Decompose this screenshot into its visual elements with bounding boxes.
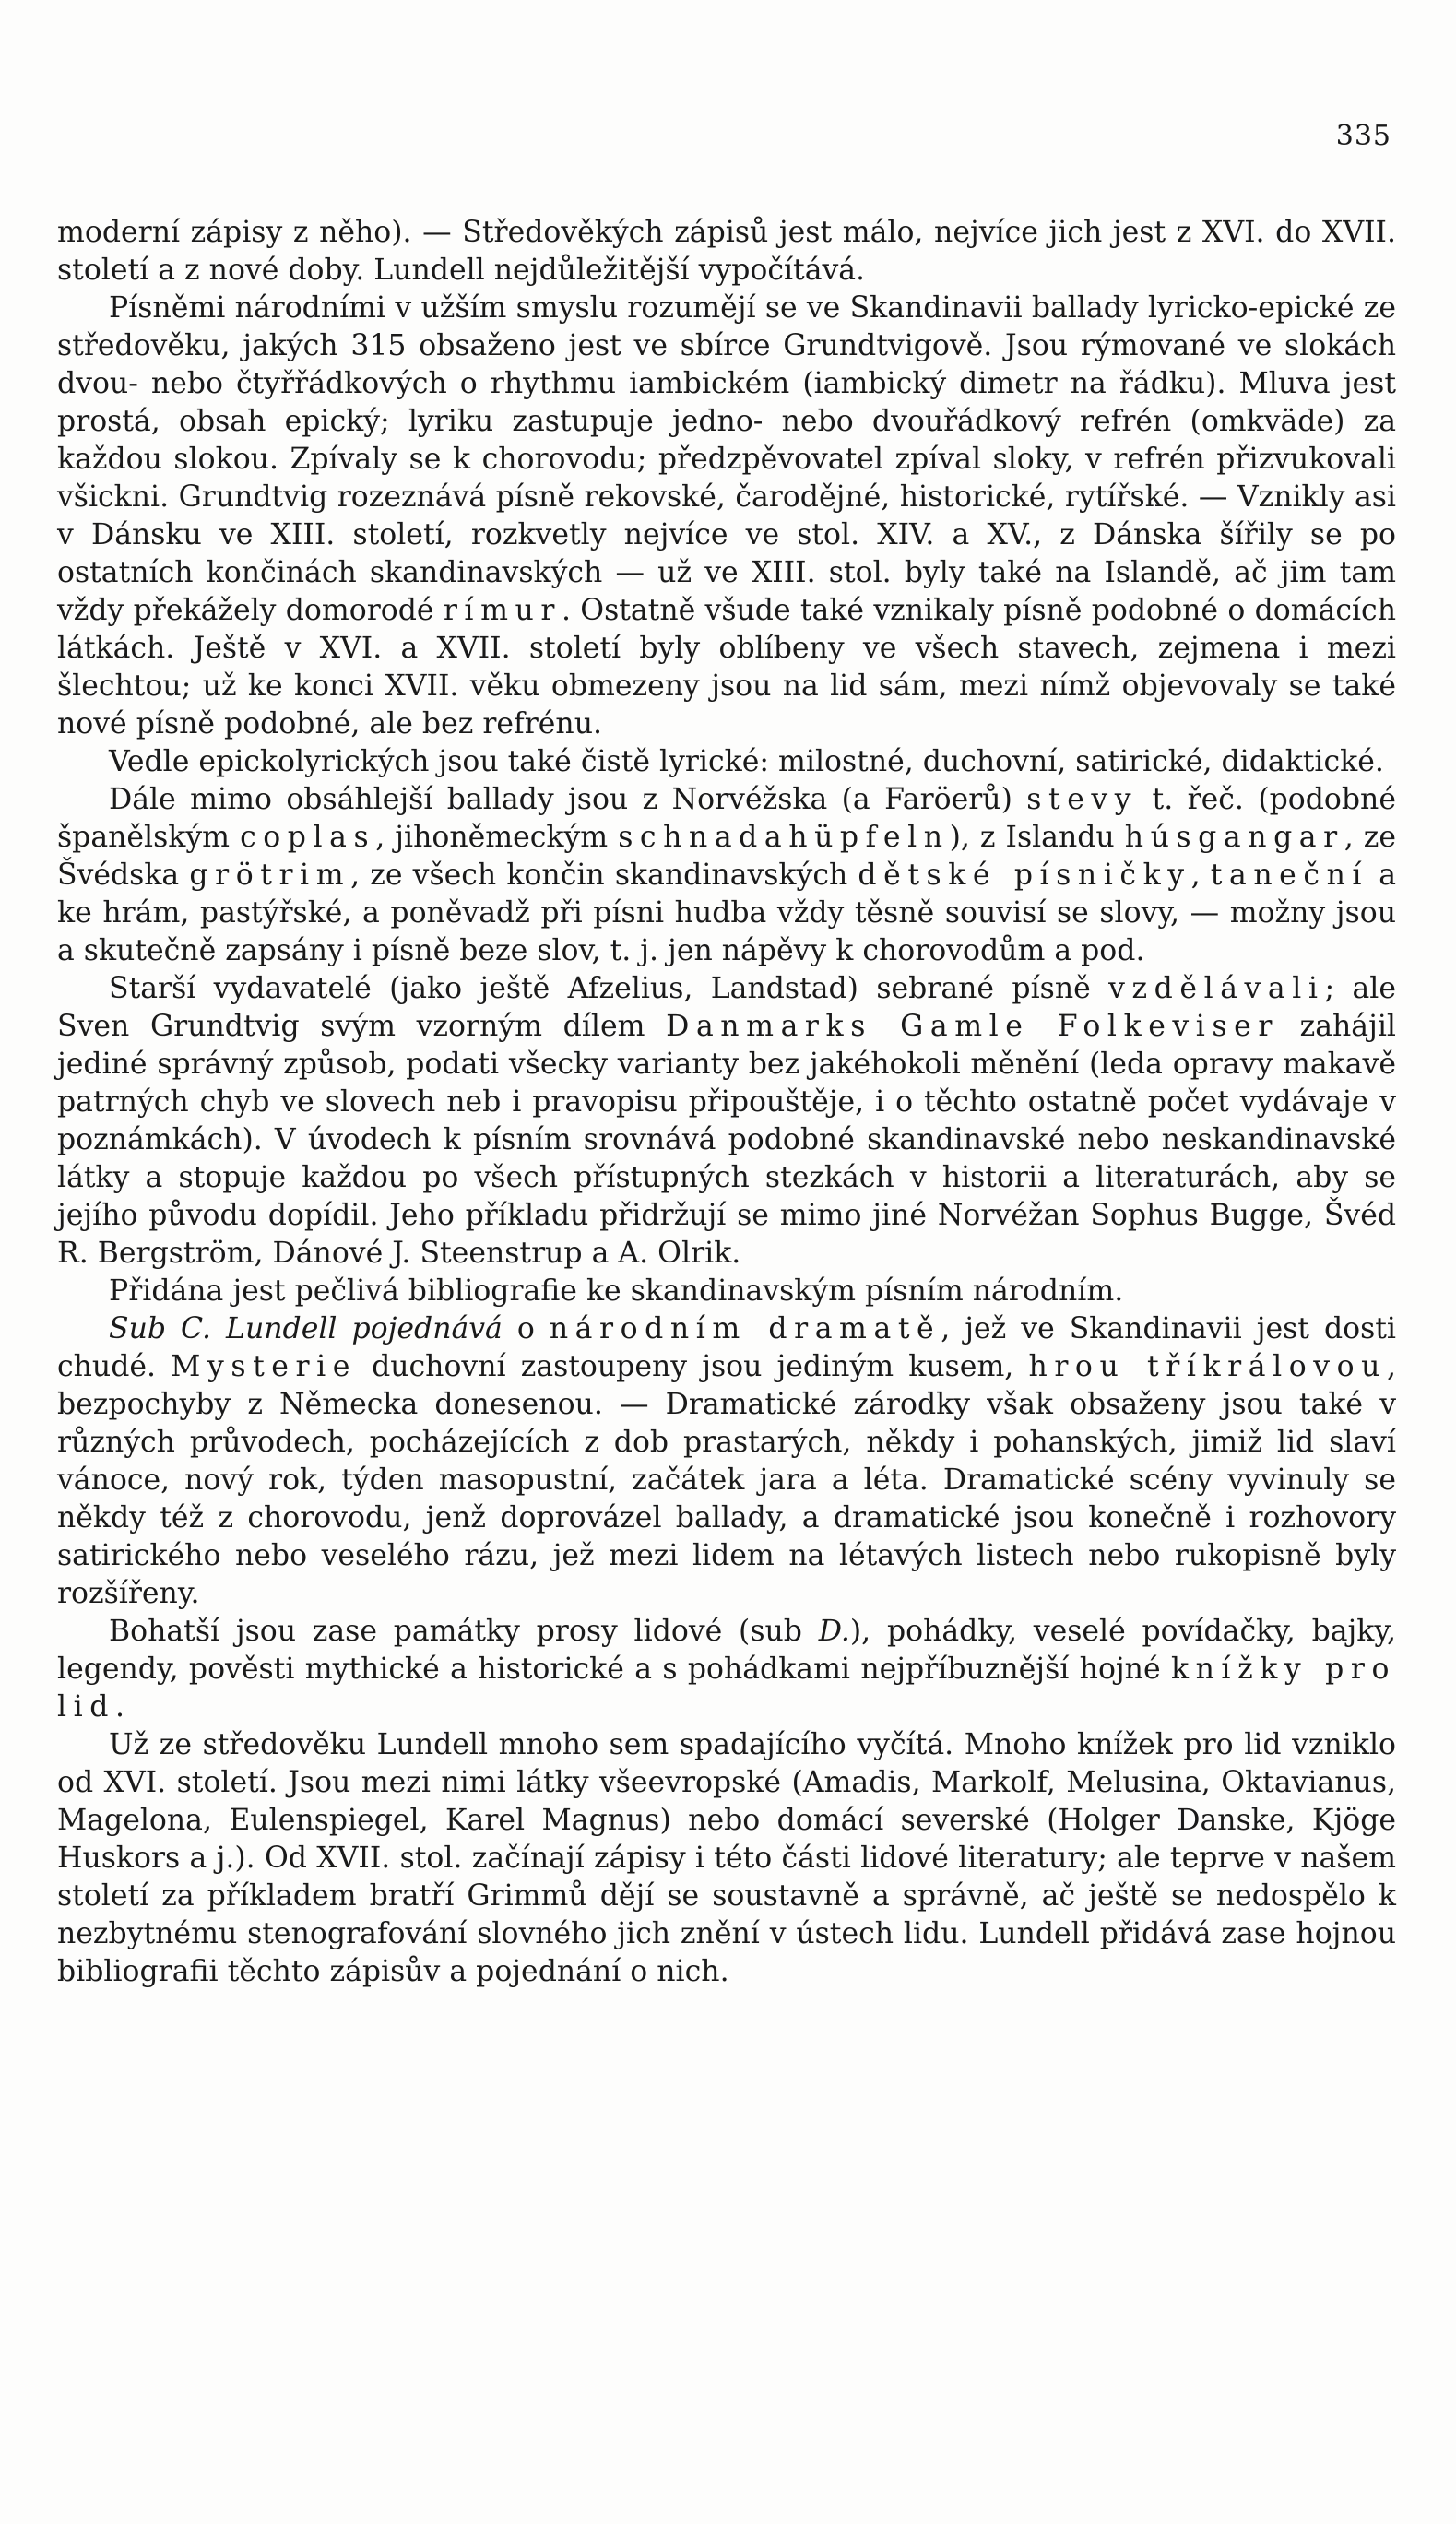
spaced-emphasis: taneční bbox=[1210, 859, 1369, 892]
spaced-emphasis: knížky pro lid bbox=[57, 1653, 1396, 1724]
paragraph bbox=[57, 781, 1396, 970]
text-run: t. řeč. (podobné španělským bbox=[57, 783, 1396, 854]
spaced-emphasis: stevy bbox=[1026, 783, 1139, 816]
paragraph bbox=[57, 290, 1396, 743]
text-run: , bezpochyby z Německa donesenou. — Dramatické zárodky však obsaženy jsou také v různých průvodech, pocházejících z dob prastarých, někdy i pohanských, jimiž lid slaví vánoce, nový rok, týden masopustní, začátek jara a léta. Dramatické scény vyvinuly se někdy též z chorovodu, jenž doprovázel ballady, a dramatické jsou konečně i rozhovory satirického nebo veselého rázu, jež mezi lidem na létavých listech nebo rukopisně byly rozšířeny. bbox=[57, 1350, 1396, 1610]
text-run: , jihoněmeckým bbox=[375, 821, 619, 854]
text-run: , ze všech končin skandinavských bbox=[350, 859, 858, 892]
page-number: 335 bbox=[1335, 120, 1391, 152]
paragraph bbox=[57, 1726, 1396, 1991]
text-run: a ke hrám, pastýřské, a poněvadž při písni hudba vždy těsně souvisí se slovy, — možny jsou a skutečně zapsány i písně beze slov, t. j. jen nápěvy k chorovodům a pod. bbox=[57, 859, 1396, 967]
text-run: ), z Islandu bbox=[949, 821, 1125, 854]
spaced-emphasis: vzdělávali bbox=[1108, 972, 1325, 1005]
paragraph bbox=[57, 1310, 1396, 1613]
spaced-emphasis: národním dramatě bbox=[549, 1312, 941, 1345]
text-run: Starší vydavatelé (jako ještě Afzelius, Landstad) sebrané písně bbox=[109, 972, 1109, 1005]
text-run: . bbox=[115, 1690, 125, 1724]
paragraph bbox=[57, 1273, 1396, 1310]
text-run: Bohatší jsou zase památky prosy lidové (sub bbox=[109, 1615, 819, 1648]
paragraph bbox=[57, 743, 1396, 781]
body-text bbox=[57, 214, 1396, 1991]
text-run: moderní zápisy z něho). — Středověkých zápisů jest málo, nejvíce jich jest z XVI. do XVII. století a z nové doby. Lundell nejdůležitější vypočítává. bbox=[57, 216, 1396, 287]
text-run: , jež ve Skandinavii jest dosti chudé. bbox=[57, 1312, 1396, 1383]
spaced-emphasis: Mysterie bbox=[171, 1350, 357, 1383]
italic-text: D. bbox=[818, 1615, 850, 1648]
spaced-emphasis: hrou tříkrálovou bbox=[1028, 1350, 1387, 1383]
text-run: zahájil jediné správný způsob, podati všecky varianty bez jakéhokoli měnění (leda opravy makavě patrných chyb ve slovech neb i pravopisu připouštěje, i o těchto ostatně počet vydávaje v poznámkách). V úvodech k písním srovnává podobné skandinavské nebo neskandinavské látky a stopuje každou po všech přístupných stezkách v historii a literaturách, aby se jejího původu dopídil. Jeho příkladu přidržují se mimo jiné Norvéžan Sophus Bugge, Švéd R. Bergström, Dánové J. Steenstrup a A. Olrik. bbox=[57, 1010, 1397, 1270]
spaced-emphasis: rímur bbox=[443, 594, 562, 627]
spaced-emphasis: grötrim bbox=[189, 859, 351, 892]
italic-text: Sub C. Lundell pojednává bbox=[109, 1312, 503, 1345]
spaced-emphasis: Danmarks Gamle Folkeviser bbox=[666, 1010, 1279, 1043]
text-run: o bbox=[502, 1312, 550, 1345]
text-run: Přidána jest pečlivá bibliografie ke skandinavským písním národním. bbox=[109, 1274, 1124, 1308]
text-run: ), pohádky, veselé povídačky, bajky, legendy, pověsti mythické a historické a s pohádkami nejpříbuznější hojné bbox=[57, 1615, 1396, 1686]
text-run: duchovní zastoupeny jsou jediným kusem, bbox=[356, 1350, 1029, 1383]
spaced-emphasis: húsgangar bbox=[1124, 821, 1344, 854]
text-run: Vedle epickolyrických jsou také čistě lyrické: milostné, duchovní, satirické, didaktické. bbox=[109, 745, 1384, 778]
text-run: Písněmi národními v užším smyslu rozumějí se ve Skandinavii ballady lyricko-epické ze středověku, jakých 315 obsaženo jest ve sbírce Grundtvigově. Jsou rýmované ve slokách dvou- nebo čtyřřádkových o rhythmu iambickém (iambický dimetr na řádku). Mluva jest prostá, obsah epický; lyriku zastupuje jedno- nebo dvouřádkový refrén (omkväde) za každou slokou. Zpívaly se k chorovodu; předzpěvovatel zpíval sloky, v refrén přizvukovali všickni. Grundtvig rozeznává písně rekovské, čarodějné, historické, rytířské. — Vznikly asi v Dánsku ve XIII. století, rozkvetly nejvíce ve stol. XIV. a XV., z Dánska šířily se po ostatních končinách skandinavských — už ve XIII. stol. byly také na Islandě, ač jim tam vždy překážely domorodé bbox=[57, 291, 1396, 627]
text-run: , ze Švédska bbox=[57, 821, 1397, 892]
spaced-emphasis: schnadahüpfeln bbox=[618, 821, 950, 854]
text-run: Už ze středověku Lundell mnoho sem spadajícího vyčítá. Mnoho knížek pro lid vzniklo od XVI. století. Jsou mezi nimi látky všeevropské (Amadis, Markolf, Melusina, Oktavianus, Magelona, Eulenspiegel, Karel Magnus) nebo domácí severské (Holger Danske, Kjöge Huskors a j.). Od XVII. stol. začínají zápisy i této části lidové literatury; ale teprve v našem století za příkladem bratří Grimmů dějí se soustavně a správně, ač ještě se nedospělo k nezbytnému stenografování slovného jich znění v ústech lidu. Lundell přidává zase hojnou bibliografii těchto zápisův a pojednání o nich. bbox=[57, 1728, 1396, 1988]
spaced-emphasis: dětské písničky bbox=[858, 859, 1191, 892]
text-run: Dále mimo obsáhlejší ballady jsou z Norvéžska (a Faröerů) bbox=[109, 783, 1027, 816]
paragraph bbox=[57, 1613, 1396, 1726]
paragraph bbox=[57, 214, 1396, 290]
text-run: . Ostatně všude také vznikaly písně podobné o domácích látkách. Ještě v XVI. a XVII. století byly oblíbeny ve všech stavech, zejmena i mezi šlechtou; už ke konci XVII. věku obmezeny jsou na lid sám, mezi nímž objevovaly se také nové písně podobné, ale bez refrénu. bbox=[57, 594, 1396, 741]
paragraph bbox=[57, 970, 1396, 1273]
text-run: , bbox=[1190, 859, 1211, 892]
text-run: ; ale Sven Grundtvig svým vzorným dílem bbox=[57, 972, 1397, 1043]
spaced-emphasis: coplas bbox=[240, 821, 376, 854]
